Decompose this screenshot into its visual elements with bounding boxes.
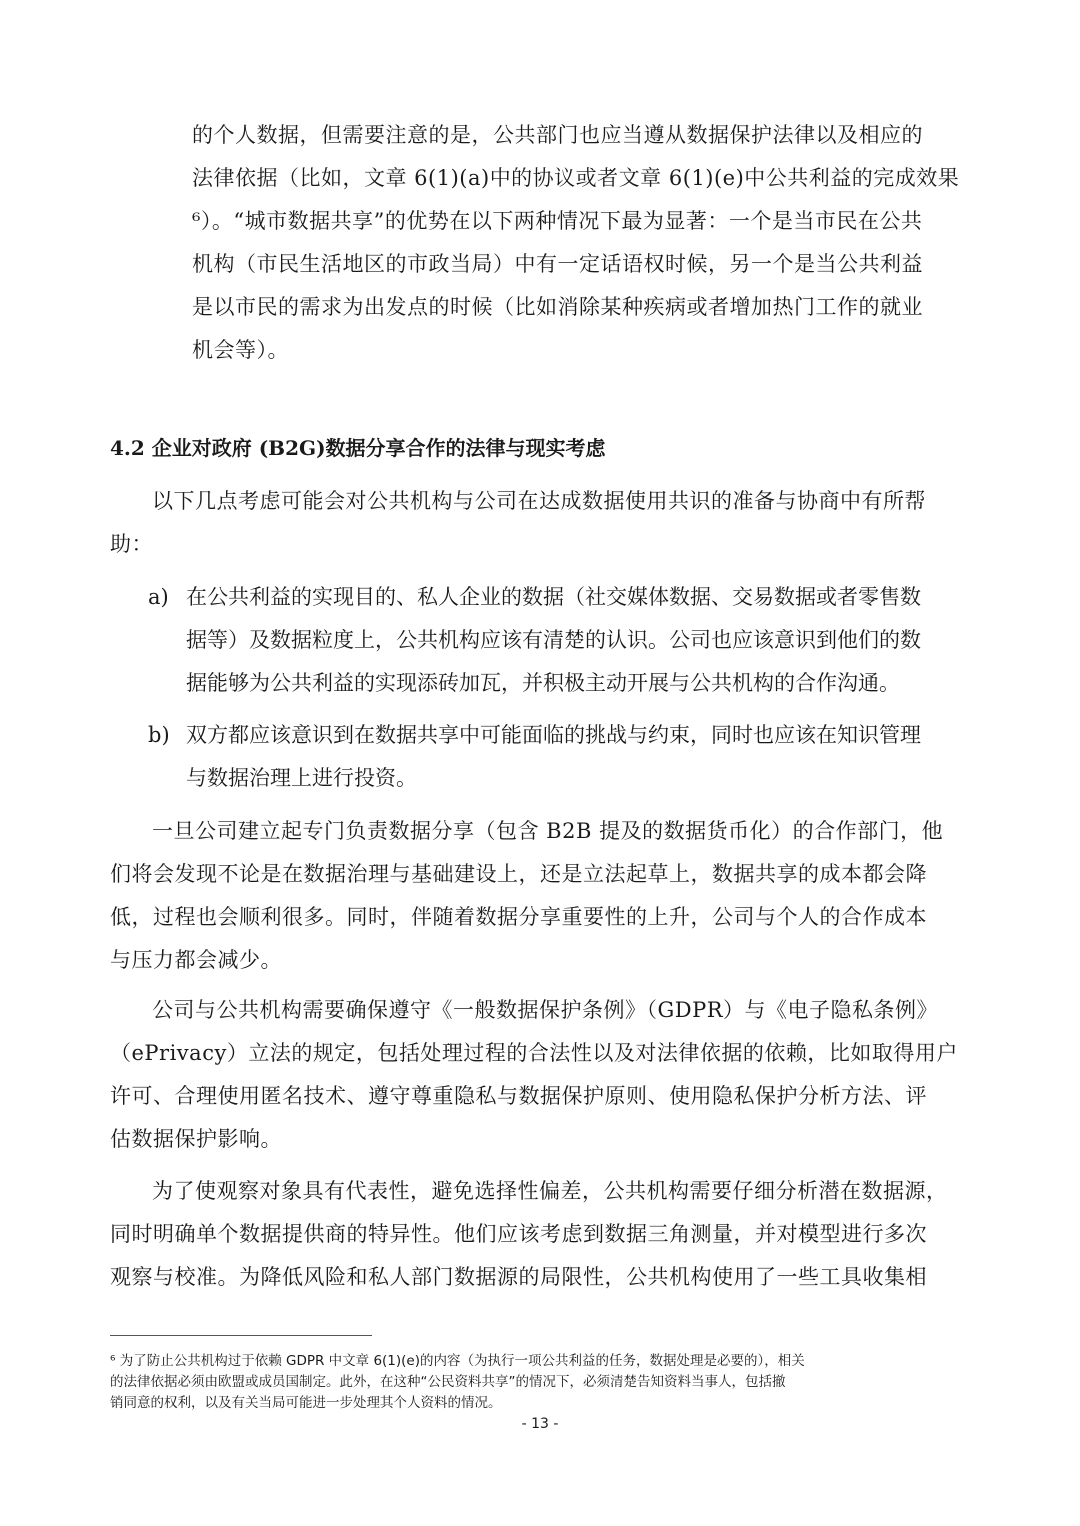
list-item-body [186,576,946,705]
page-number: - 13 - [521,1416,559,1432]
text-line: 与压力都会减少。 [110,948,282,972]
text-line: 观察与校准。为降低风险和私人部门数据源的局限性，公共机构使用了一些工具收集相 [110,1265,927,1289]
text-line: 与数据治理上进行投资。 [186,766,417,790]
footnote-line: 销同意的权利，以及有关当局可能进一步处理其个人资料的情况。 [110,1395,502,1411]
text-line: 同时明确单个数据提供商的特异性。他们应该考虑到数据三角测量，并对模型进行多次 [110,1222,927,1246]
text-line: 是以市民的需求为出发点的时候（比如消除某种疾病或者增加热门工作的就业 [192,295,923,319]
paragraph-4 [110,989,960,1161]
text-line: 低，过程也会顺利很多。同时，伴随着数据分享重要性的上升，公司与个人的合作成本 [110,905,927,929]
text-line: （ePrivacy）立法的规定，包括处理过程的合法性以及对法律依据的依赖，比如取得用户 [110,1041,958,1065]
text-line: 机会等）。 [192,338,289,362]
text-line: 以下几点考虑可能会对公共机构与公司在达成数据使用共识的准备与协商中有所帮 [152,489,926,513]
text-line: 的个人数据，但需要注意的是，公共部门也应当遵从数据保护法律以及相应的 [192,123,923,147]
list-marker: b) [148,723,170,747]
footnote [110,1351,960,1414]
text-line: 助： [110,532,153,556]
text-line: 据能够为公共利益的实现添砖加瓦，并积极主动开展与公共机构的合作沟通。 [186,671,900,695]
paragraph-1 [192,114,960,372]
footnote-line: ⁶ 为了防止公共机构过于依赖 GDPR 中文章 6(1)(e)的内容（为执行一项公共利益的任务，数据处理是必要的），相关 [110,1353,805,1369]
text-line: 估数据保护影响。 [110,1127,282,1151]
list-item-body [186,714,946,800]
list-item-a [148,576,948,706]
list-item-b [148,714,948,802]
text-line: 法律依据（比如，文章 6(1)(a)中的协议或者文章 6(1)(e)中公共利益的完成效果 [192,166,960,190]
list-marker: a) [148,585,169,609]
text-line: 双方都应该意识到在数据共享中可能面临的挑战与约束，同时也应该在知识管理 [186,723,921,747]
section-heading: 4.2 企业对政府 (B2G)数据分享合作的法律与现实考虑 [110,436,606,460]
text-line: 们将会发现不论是在数据治理与基础建设上，还是立法起草上，数据共享的成本都会降 [110,862,927,886]
paragraph-5 [110,1170,960,1299]
text-line: 许可、合理使用匿名技术、遵守尊重隐私与数据保护原则、使用隐私保护分析方法、评 [110,1084,927,1108]
footnote-line: 的法律依据必须由欧盟或成员国制定。此外，在这种“公民资料共享”的情况下，必须清楚告知资料当事人，包括撤 [110,1374,786,1390]
text-line: 在公共利益的实现目的、私人企业的数据（社交媒体数据、交易数据或者零售数 [186,585,921,609]
paragraph-2 [110,480,960,566]
text-line: ⁶）。“城市数据共享”的优势在以下两种情况下最为显著：一个是当市民在公共 [192,209,923,233]
text-line: 为了使观察对象具有代表性，避免选择性偏差，公共机构需要仔细分析潜在数据源， [152,1179,948,1203]
text-line: 机构（市民生活地区的市政当局）中有一定话语权时候，另一个是当公共利益 [192,252,923,276]
text-line: 据等）及数据粒度上，公共机构应该有清楚的认识。公司也应该意识到他们的数 [186,628,921,652]
text-line: 一旦公司建立起专门负责数据分享（包含 B2B 提及的数据货币化）的合作部门，他 [152,819,944,843]
paragraph-3 [110,810,960,982]
footnote-separator [110,1335,372,1336]
text-line: 公司与公共机构需要确保遵守《一般数据保护条例》（GDPR）与《电子隐私条例》 [152,998,939,1022]
